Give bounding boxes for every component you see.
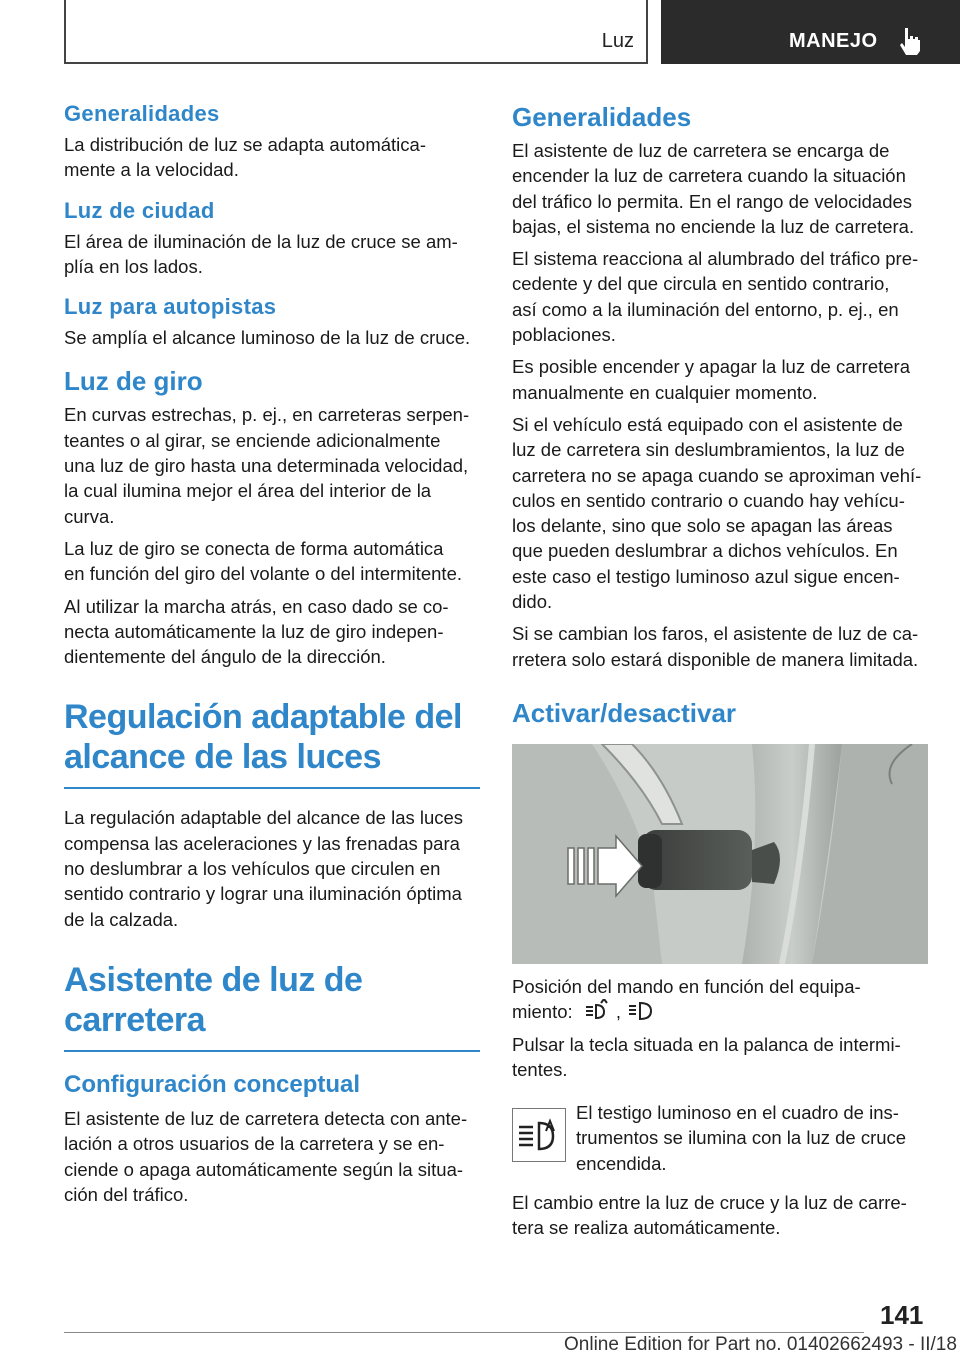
text-luz-giro-1: En curvas estrechas, p. ej., en carreteras serpen- teantes o al girar, se enciende adicionalmente una luz de giro hasta una determinada velocidad, la cual ilumina mejor el área del interior de la curva. [64, 404, 470, 527]
text-asistente-5: Si se cambian los faros, el asistente de luz de ca- rretera solo estará disponible de manera limitada. [512, 623, 919, 670]
hand-pointer-icon [893, 24, 927, 58]
text-asistente-4: Si el vehículo está equipado con el asistente de luz de carretera sin deslumbramientos, la luz de carretera no se apaga cuando se aproximan vehí- culos en sentido contrario o cuando hay vehícu- los delante, sino que solo se apagan las áreas que pueden deslumbrar a dichos vehículos. En este caso el testigo luminoso azul sigue encen- dido. [512, 413, 922, 613]
heading-generalidades-asistente: Generalidades [512, 102, 692, 132]
text-asistente-2: El sistema reacciona al alumbrado del tráfico pre- cedente y del que circula en sentido contrario, así como a la iluminación del entorno, p. ej., en poblaciones. [512, 248, 919, 346]
page-number: 141 [880, 1300, 924, 1330]
text-asistente-3: Es posible encender y apagar la luz de carretera manualmente en cualquier momento. [512, 356, 910, 403]
text-luz-autopistas: Se amplía el alcance luminoso de la luz de cruce. [64, 327, 471, 349]
heading-regulacion: Regulación adaptable del alcance de las luces [64, 698, 462, 777]
text-luz-giro-3: Al utilizar la marcha atrás, en caso dado se co- necta automáticamente la luz de giro indepen- dientemente del ángulo de la dirección. [64, 595, 449, 668]
text-configuracion: El asistente de luz de carretera detecta con ante- lación a otros usuarios de la carretera y se en- ciende o apaga automáticamente según la situa- ción del tráfico. [64, 1107, 468, 1205]
heading-luz-autopistas: Luz para autopistas [64, 294, 277, 320]
caption-line-2: miento: [512, 1001, 573, 1023]
indicator-note [512, 1100, 932, 1176]
right-column [512, 100, 932, 1241]
heading-luz-giro: Luz de giro [64, 366, 203, 397]
headlight-icon [627, 999, 653, 1021]
heading-configuracion: Configuración conceptual [64, 1070, 361, 1098]
heading-activar: Activar/desactivar [512, 697, 737, 728]
text-generalidades: La distribución de luz se adapta automática- mente a la velocidad. [64, 134, 426, 181]
edition-note: Online Edition for Part no. 01402662493 - II/18 [564, 1334, 957, 1355]
figure-caption [512, 974, 932, 1025]
text-asistente-1: El asistente de luz de carretera se encarga de encender la luz de carretera cuando la situación del tráfico lo permita. En el rango de velocidades bajas, el sistema no enciende la luz de carretera. [512, 140, 915, 237]
caption-line-1: Posición del mando en función del equipa- [512, 975, 861, 997]
high-beam-assist-icon [584, 999, 610, 1021]
text-luz-giro-2: La luz de giro se conecta de forma automática en función del giro del volante o del intermitente. [64, 537, 463, 585]
chapter-label: MANEJO [789, 30, 878, 52]
text-luz-ciudad: El área de iluminación de la luz de cruce se am- plía en los lados. [64, 230, 458, 277]
section-title: Luz [601, 30, 634, 52]
text-pulsar: Pulsar la tecla situada en la palanca de intermi- tentes. [512, 1033, 901, 1080]
heading-asistente: Asistente de luz de carretera [64, 960, 363, 1039]
heading-luz-ciudad: Luz de ciudad [64, 197, 215, 223]
text-indicator: El testigo luminoso en el cuadro de ins- trumentos se ilumina con la luz de cruce encendida. [576, 1102, 907, 1174]
heading-generalidades: Generalidades [64, 101, 220, 126]
text-cambio: El cambio entre la luz de cruce y la luz de carre- tera se realiza automáticamente. [512, 1192, 907, 1239]
heading-rule [64, 1050, 480, 1052]
caption-separator: , [615, 1001, 621, 1023]
lever-illustration [512, 744, 928, 964]
text-regulacion: La regulación adaptable del alcance de las luces compensa las aceleraciones y las frenadas para no deslumbrar a los vehículos que circulen en sentido contrario y lograr una iluminación óptima de la calzada. [64, 807, 464, 930]
left-column [64, 100, 480, 1207]
heading-rule [64, 787, 480, 789]
header-box [64, 0, 648, 64]
high-beam-indicator-icon [512, 1108, 566, 1162]
chapter-tab[interactable] [661, 0, 960, 64]
footer-rule [64, 1332, 864, 1333]
